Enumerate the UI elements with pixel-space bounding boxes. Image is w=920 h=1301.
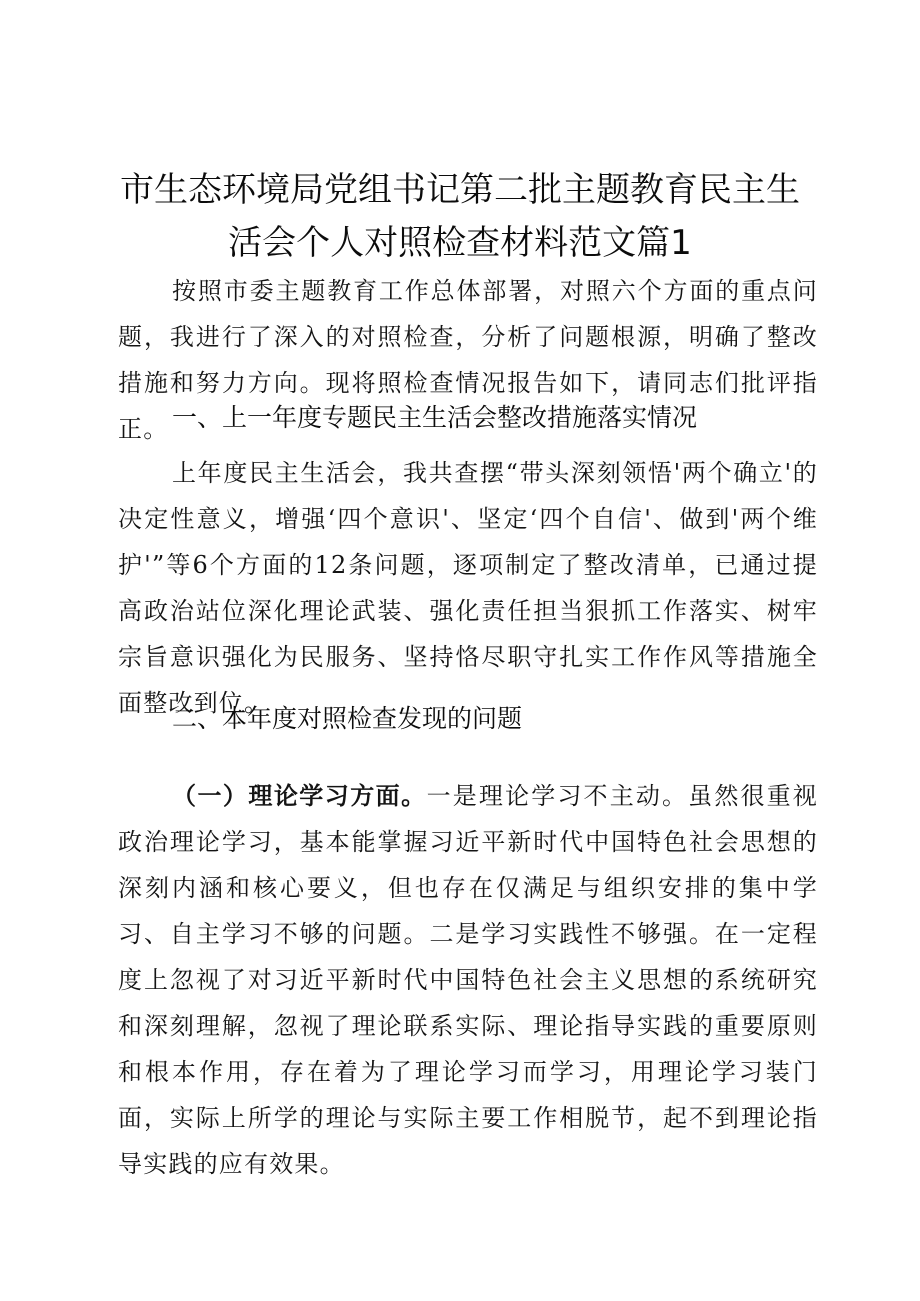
document-title-line-2: 活会个人对照检查材料范文篇1 xyxy=(228,223,692,263)
intro-paragraph: 按照市委主题教育工作总体部署，对照六个方面的重点问题，我进行了深入的对照检查，分析了问题根源，明确了整改措施和努力方向。现将照检查情况报告如下，请同志们批评指正。 xyxy=(118,277,818,443)
document-title-line-1: 市生态环境局党组书记第二批主题教育民主生 xyxy=(120,170,800,210)
section-1-paragraph: 上年度民主生活会，我共查摆“带头深刻领悟'两个确立'的决定性意义，增强‘四个意识'、坚定‘四个自信'、做到'两个维护'”等6个方面的12条问题，逐项制定了整改清单，已通过提高政治站位深化理论武装、强化责任担当狠抓工作落实、树牢宗旨意识强化为民服务、坚持恪尽职守扎实工作作风等措施全面整改到位。 xyxy=(118,459,818,717)
section-2-lead: （一）理论学习方面。 xyxy=(172,782,427,810)
section-2-body: 一是理论学习不主动。虽然很重视政治理论学习，基本能掌握习近平新时代中国特色社会思想的深刻内涵和核心要义，但也存在仅满足与组织安排的集中学习、自主学习不够的问题。二是学习实践性不够强。在一定程度上忽视了对习近平新时代中国特色社会主义思想的系统研究和深刻理解，忽视了理论联系实际、理论指导实践的重要原则和根本作用，存在着为了理论学习而学习，用理论学习装门面，实际上所学的理论与实际主要工作相脱节，起不到理论指导实践的应有效果。 xyxy=(118,782,819,1178)
section-1-heading: 一、上一年度专题民主生活会整改措施落实情况 xyxy=(172,403,698,432)
section-2-heading: 二、本年度对照检查发现的问题 xyxy=(172,704,523,733)
section-2-paragraph xyxy=(118,773,818,1187)
